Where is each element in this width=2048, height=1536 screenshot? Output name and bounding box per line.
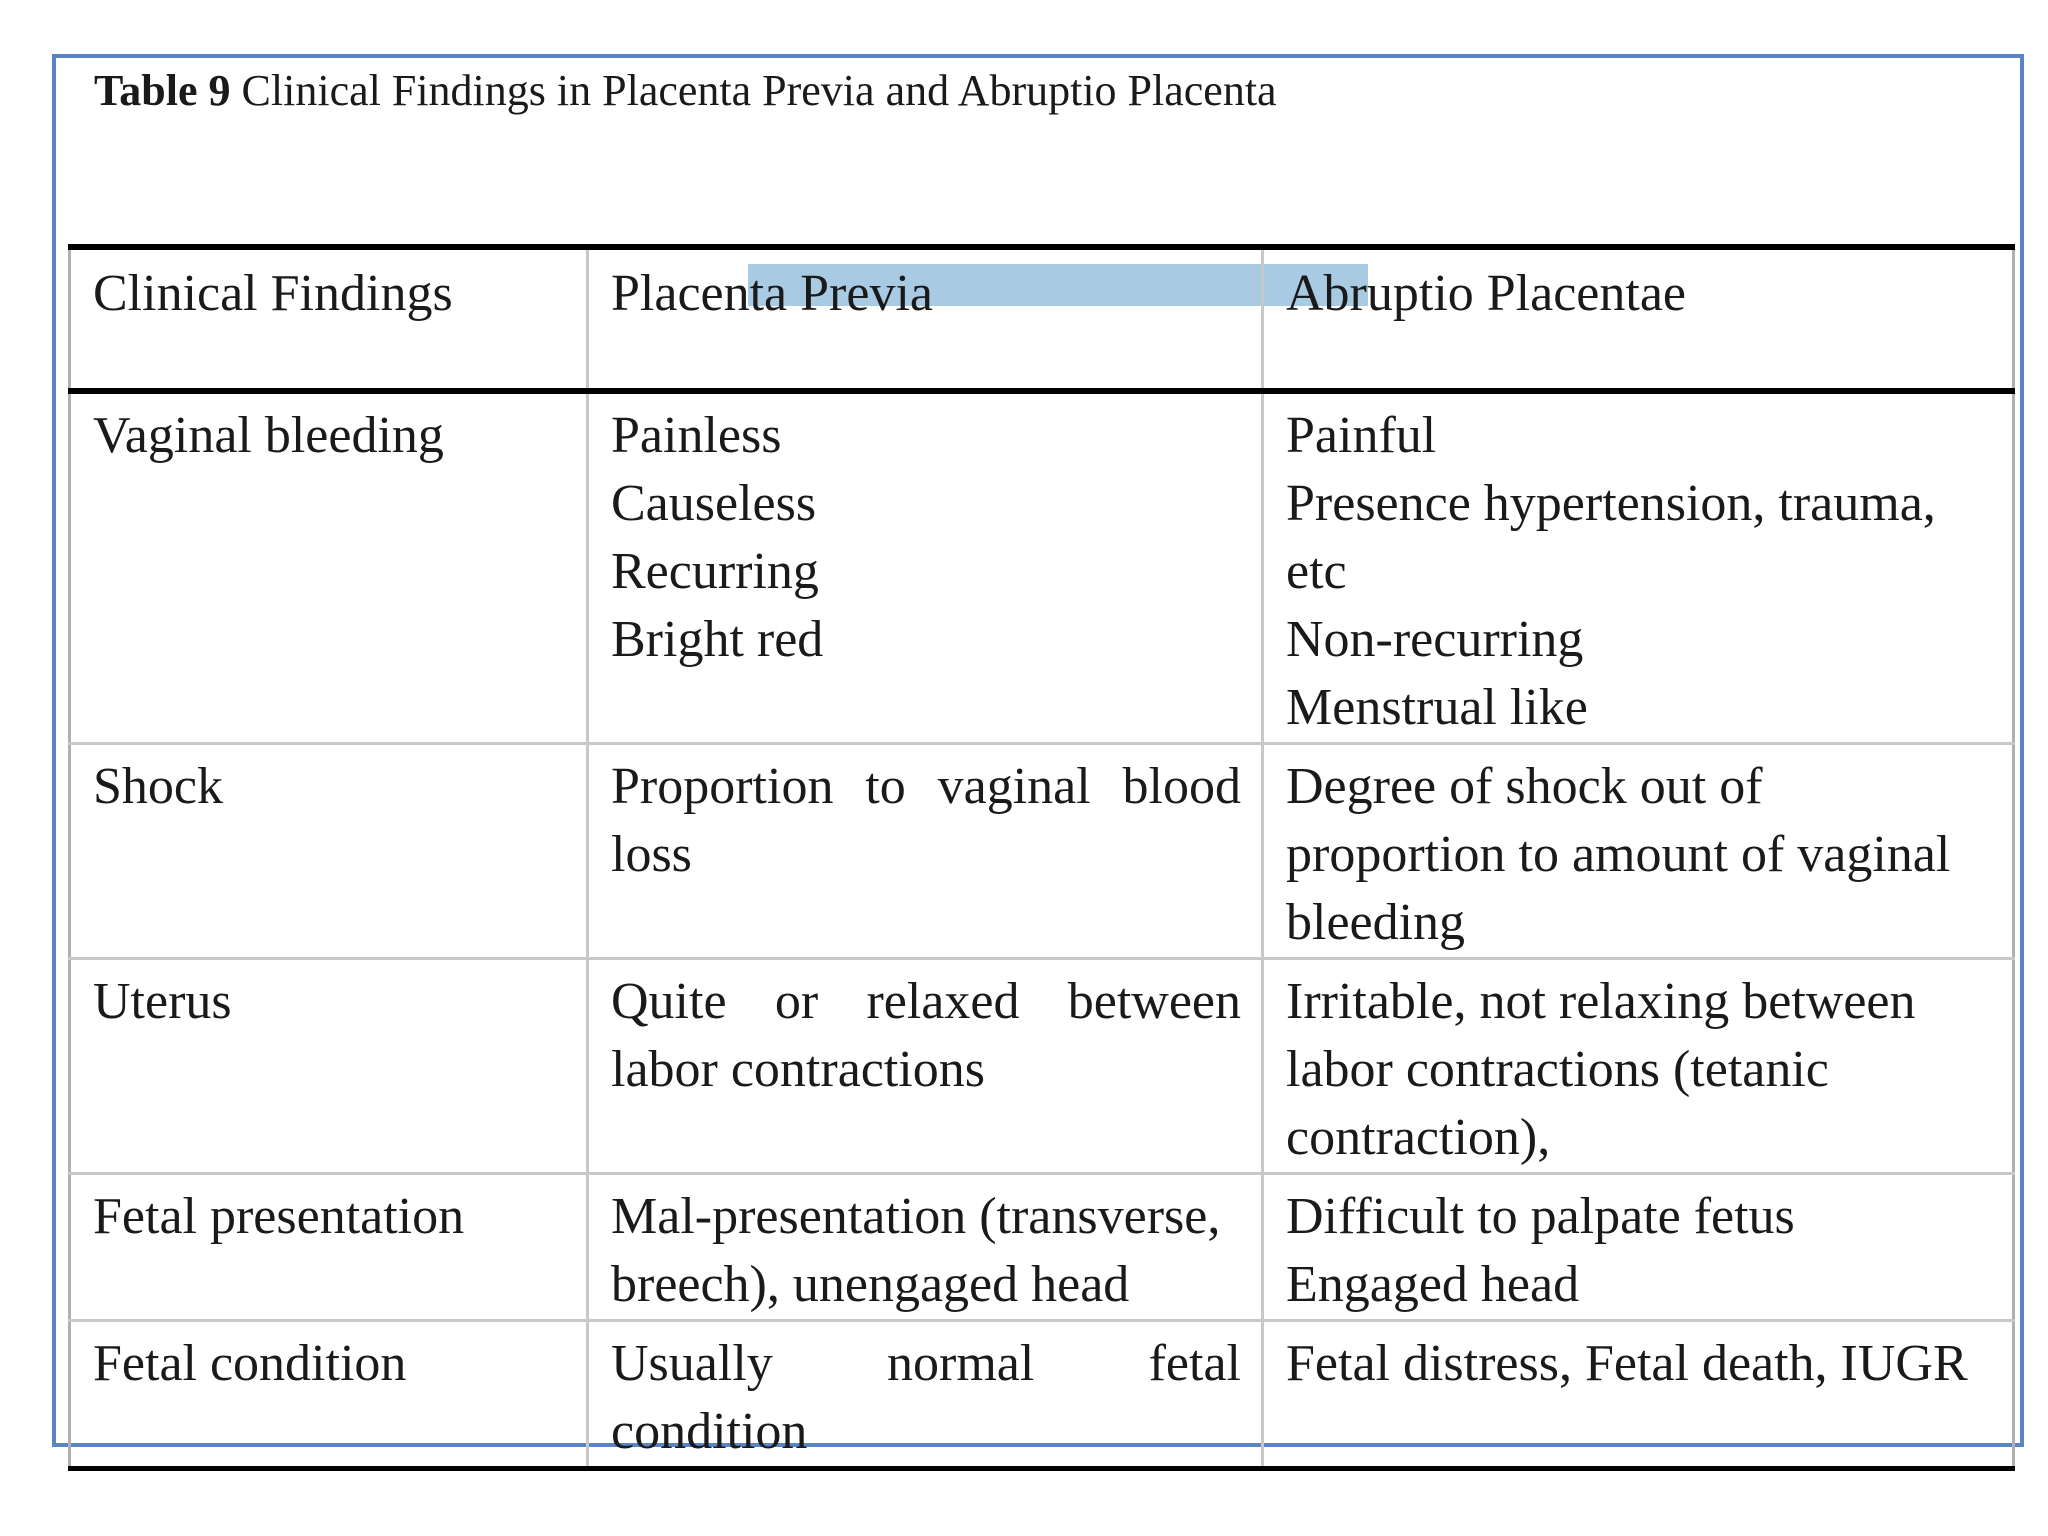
abruptio-cell bbox=[1263, 391, 2014, 744]
cell-line: bleeding bbox=[1286, 894, 1466, 951]
table-row bbox=[70, 744, 2014, 959]
abruptio-cell bbox=[1263, 1174, 2014, 1321]
finding-cell: Fetal presentation bbox=[70, 1174, 588, 1321]
previa-cell bbox=[588, 959, 1263, 1174]
abruptio-cell bbox=[1263, 744, 2014, 959]
cell-line: Difficult to palpate fetus bbox=[1286, 1188, 1795, 1245]
abruptio-cell bbox=[1263, 1321, 2014, 1469]
table-caption bbox=[94, 62, 1277, 120]
cell-line: condition bbox=[611, 1403, 808, 1460]
previa-cell bbox=[588, 391, 1263, 744]
table-row bbox=[70, 1174, 2014, 1321]
table-row bbox=[70, 1321, 2014, 1469]
cell-line: Recurring bbox=[611, 543, 819, 600]
cell-line: Mal-presentation (transverse, bbox=[611, 1188, 1221, 1245]
header-placenta-previa[interactable]: Placenta Previa bbox=[588, 247, 1263, 391]
cell-line: Degree of shock out of bbox=[1286, 758, 1763, 815]
cell-line: etc bbox=[1286, 543, 1347, 600]
previa-cell bbox=[588, 1321, 1263, 1469]
cell-line: labor contractions bbox=[611, 1041, 985, 1098]
previa-cell bbox=[588, 1174, 1263, 1321]
finding-cell: Fetal condition bbox=[70, 1321, 588, 1469]
cell-line: Menstrual like bbox=[1286, 679, 1588, 736]
cell-line: breech), unengaged head bbox=[611, 1256, 1130, 1313]
cell-line: Fetal distress, Fetal death, IUGR bbox=[1286, 1335, 1968, 1392]
previa-cell bbox=[588, 744, 1263, 959]
finding-cell: Vaginal bleeding bbox=[70, 391, 588, 744]
table-caption-text: Clinical Findings in Placenta Previa and Abruptio Placenta bbox=[230, 66, 1277, 115]
cell-line: Non-recurring bbox=[1286, 611, 1584, 668]
cell-line: Engaged head bbox=[1286, 1256, 1580, 1313]
header-abruptio-placentae[interactable]: Abruptio Placentae bbox=[1263, 247, 2014, 391]
cell-line: proportion to amount of vaginal bbox=[1286, 826, 1951, 883]
finding-cell: Shock bbox=[70, 744, 588, 959]
cell-line: labor contractions (tetanic bbox=[1286, 1041, 1829, 1098]
cell-line: Irritable, not relaxing between bbox=[1286, 973, 1916, 1030]
table-row bbox=[70, 391, 2014, 744]
cell-line: Painful bbox=[1286, 407, 1437, 464]
table-row bbox=[70, 959, 2014, 1174]
cell-line: Bright red bbox=[611, 611, 824, 668]
table-header-row bbox=[70, 247, 2014, 391]
cell-line: loss bbox=[611, 826, 692, 883]
cell-line: Causeless bbox=[611, 475, 817, 532]
cell-line: contraction), bbox=[1286, 1109, 1551, 1166]
cell-line: Quite or relaxed between bbox=[611, 973, 1241, 1030]
cell-line: Proportion to vaginal blood bbox=[611, 758, 1241, 815]
finding-cell: Uterus bbox=[70, 959, 588, 1174]
abruptio-cell bbox=[1263, 959, 2014, 1174]
cell-line: Painless bbox=[611, 407, 782, 464]
table-caption-label: Table 9 bbox=[94, 66, 231, 115]
cell-line: Presence hypertension, trauma, bbox=[1286, 475, 1936, 532]
cell-line: Usually normal fetal bbox=[611, 1335, 1241, 1392]
clinical-findings-table bbox=[68, 244, 2015, 1471]
header-clinical-findings: Clinical Findings bbox=[70, 247, 588, 391]
